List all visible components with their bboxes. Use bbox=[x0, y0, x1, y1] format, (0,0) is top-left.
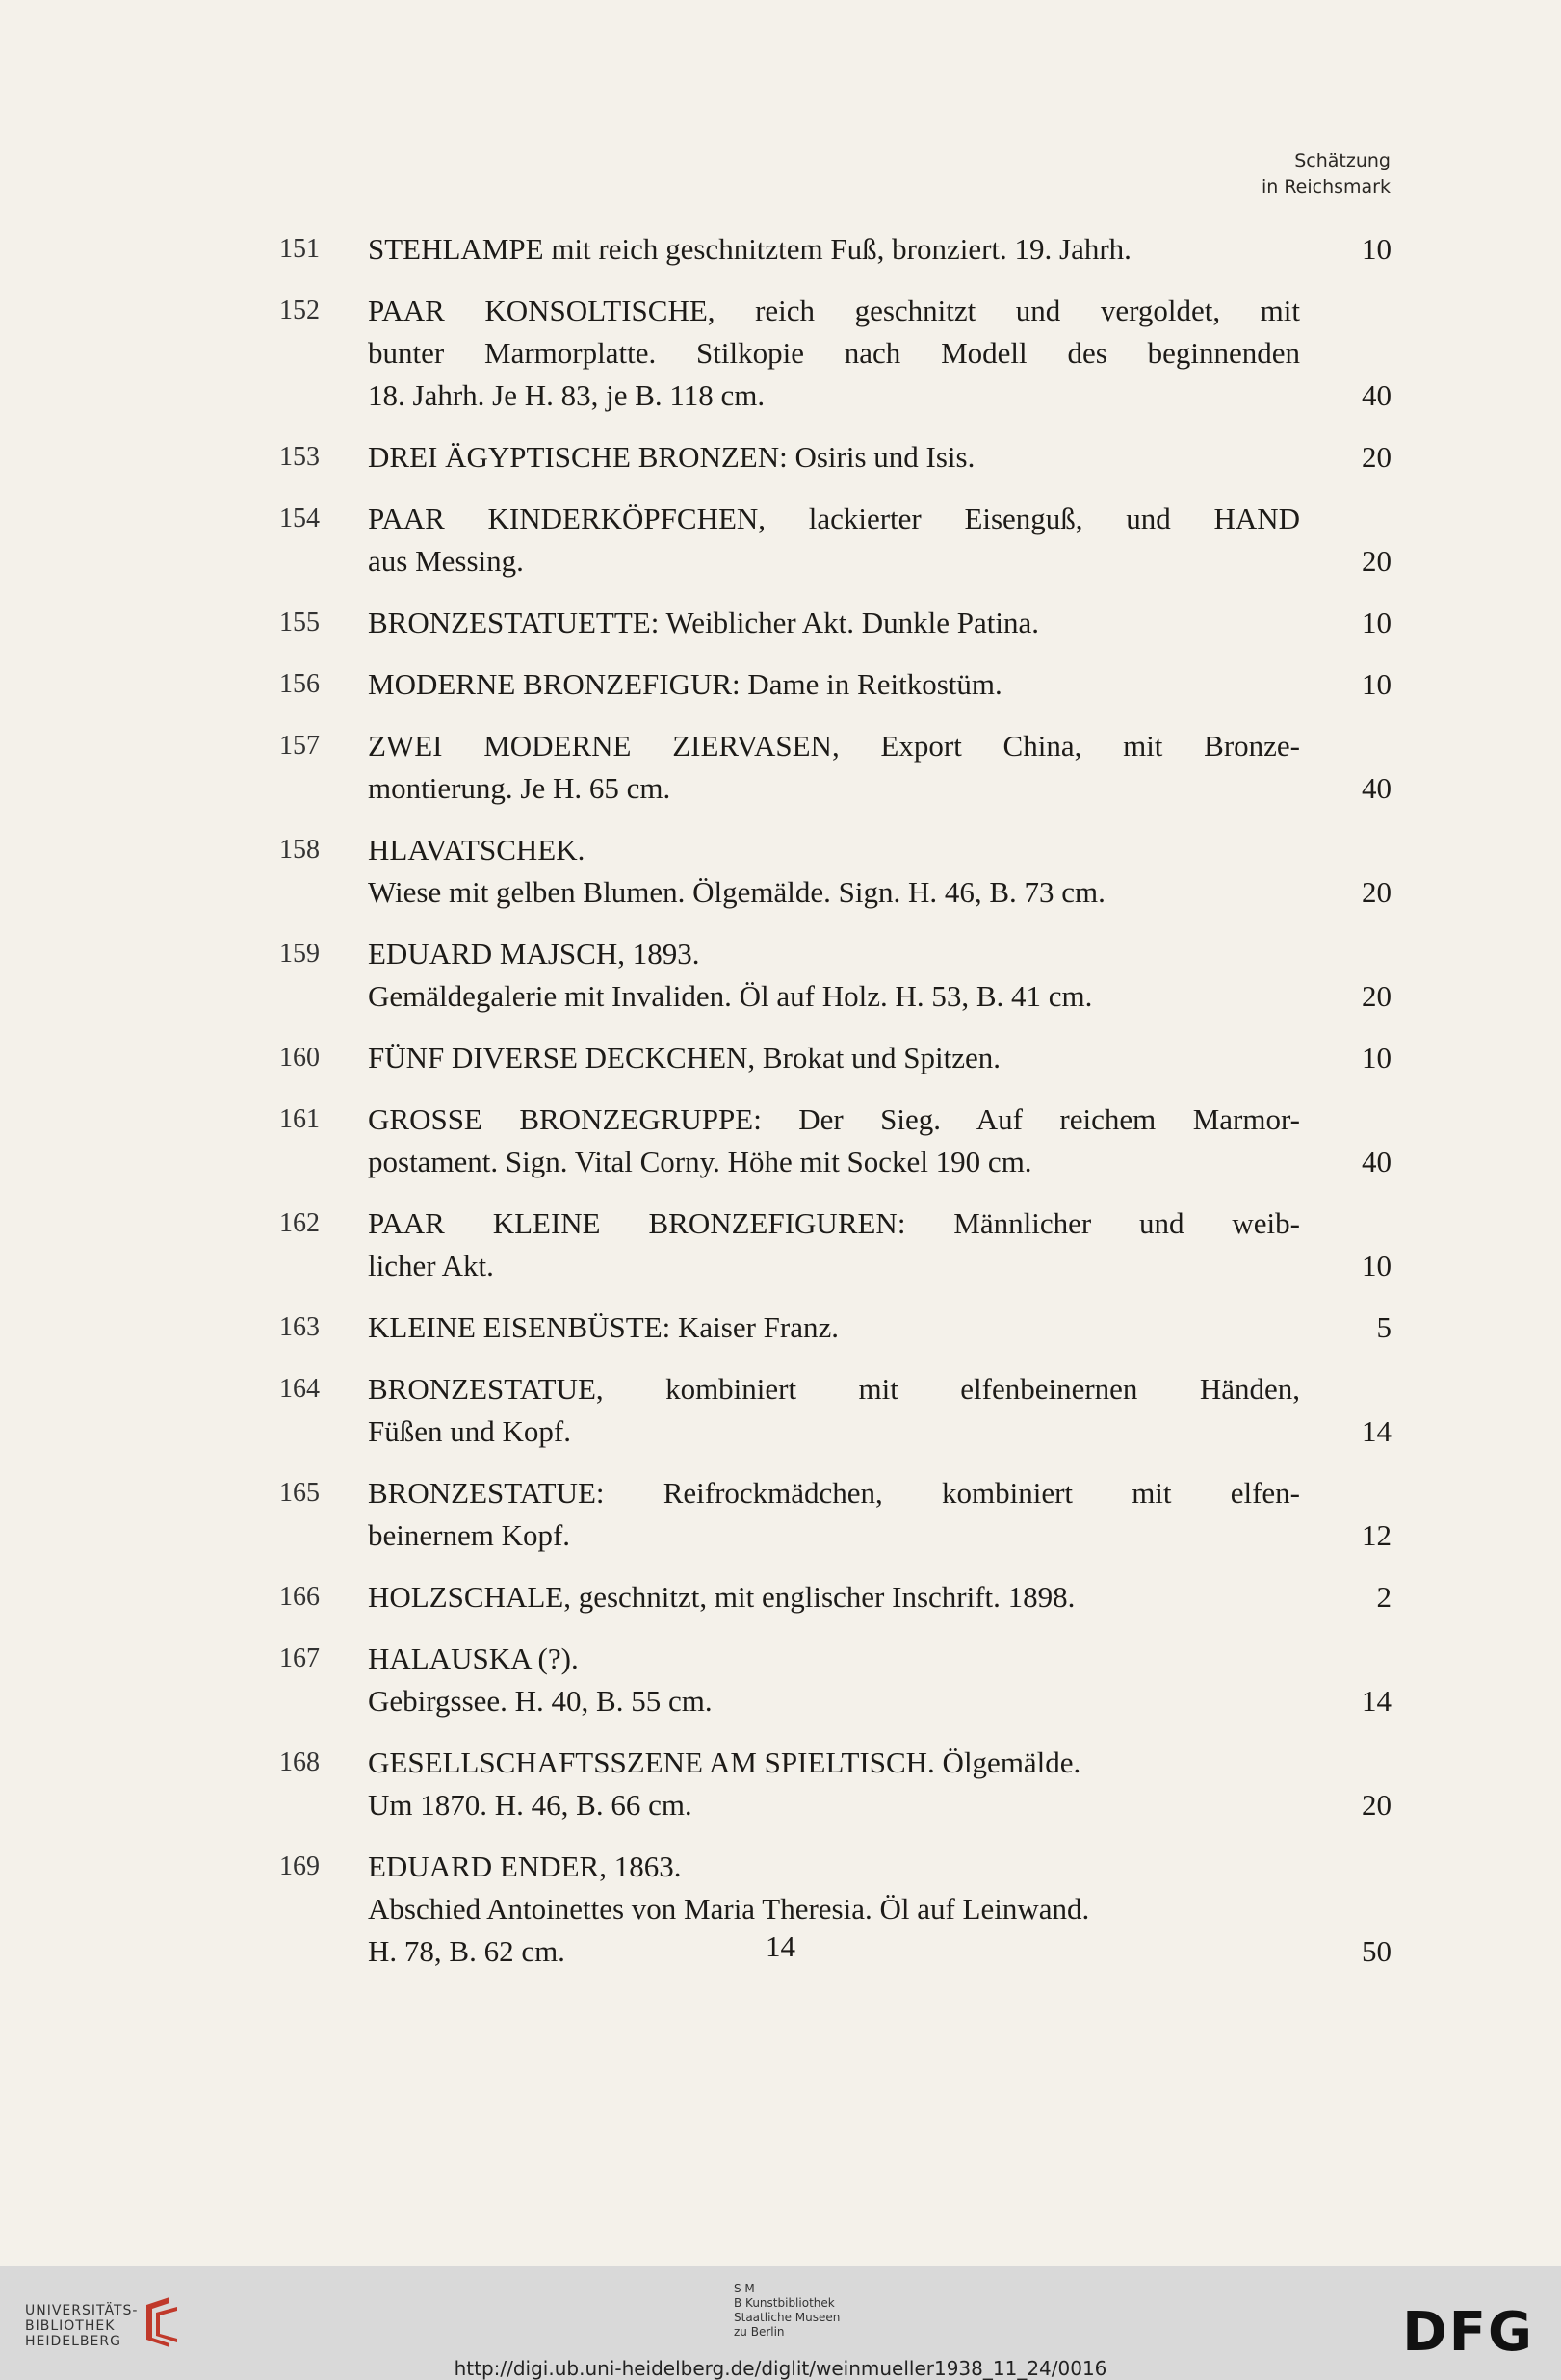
entry-description bbox=[368, 1742, 1300, 1826]
entry-line: bunter Marmorplatte. Stilkopie nach Modell des beginnenden bbox=[368, 336, 1300, 370]
entry-price: 40 bbox=[1362, 378, 1392, 412]
university-logo-icon bbox=[141, 2295, 183, 2349]
catalog-entry bbox=[279, 933, 1392, 1018]
entry-description bbox=[368, 829, 1300, 914]
entry-price: 2 bbox=[1376, 1580, 1392, 1614]
entry-line: HOLZSCHALE, geschnitzt, mit englischer Inschrift. 1898. bbox=[368, 1580, 1076, 1614]
entry-description bbox=[368, 1576, 1300, 1618]
entry-number: 167 bbox=[279, 1643, 320, 1673]
entry-number: 154 bbox=[279, 504, 320, 533]
entry-price: 20 bbox=[1362, 1788, 1392, 1822]
entry-line: EDUARD ENDER, 1863. bbox=[368, 1850, 682, 1883]
entry-number: 165 bbox=[279, 1478, 320, 1508]
entry-number: 157 bbox=[279, 731, 320, 761]
entry-number: 166 bbox=[279, 1582, 320, 1612]
catalog-entry bbox=[279, 1037, 1392, 1079]
entry-description bbox=[368, 1368, 1300, 1453]
footer-bar bbox=[0, 2266, 1561, 2380]
price-column-header bbox=[1262, 148, 1391, 200]
university-label bbox=[25, 2303, 138, 2349]
entry-line: STEHLAMPE mit reich geschnitztem Fuß, bronziert. 19. Jahrh. bbox=[368, 232, 1132, 266]
entry-line: BRONZESTATUE, kombiniert mit elfenbeinernen Händen, bbox=[368, 1372, 1300, 1406]
entry-price: 10 bbox=[1362, 232, 1392, 266]
entry-number: 159 bbox=[279, 939, 320, 969]
entry-number: 158 bbox=[279, 835, 320, 865]
catalog-entry bbox=[279, 1099, 1392, 1183]
entry-price: 40 bbox=[1362, 771, 1392, 805]
entry-number: 152 bbox=[279, 296, 320, 325]
entry-price: 50 bbox=[1362, 1934, 1392, 1968]
entry-line: postament. Sign. Vital Corny. Höhe mit Sockel 190 cm. bbox=[368, 1145, 1032, 1178]
entry-price: 10 bbox=[1362, 1041, 1392, 1074]
catalog-entry bbox=[279, 602, 1392, 644]
entry-number: 155 bbox=[279, 608, 320, 637]
entry-price: 14 bbox=[1362, 1684, 1392, 1718]
entry-description bbox=[368, 498, 1300, 582]
entry-line: licher Akt. bbox=[368, 1249, 494, 1282]
entry-price: 10 bbox=[1362, 1249, 1392, 1282]
entry-line: DREI ÄGYPTISCHE BRONZEN: Osiris und Isis. bbox=[368, 440, 976, 474]
catalog-entry bbox=[279, 1638, 1392, 1722]
entry-description bbox=[368, 663, 1300, 706]
museum-line-1: S M bbox=[734, 2282, 755, 2295]
catalog-entry bbox=[279, 725, 1392, 810]
catalog-entry bbox=[279, 1576, 1392, 1618]
entry-line: EDUARD MAJSCH, 1893. bbox=[368, 937, 700, 970]
entry-line: GESELLSCHAFTSSZENE AM SPIELTISCH. Ölgemälde. bbox=[368, 1746, 1081, 1779]
catalog-entry bbox=[279, 228, 1392, 271]
entry-description bbox=[368, 602, 1300, 644]
page-number: 14 bbox=[766, 1929, 795, 1963]
header-line-2: in Reichsmark bbox=[1261, 176, 1391, 197]
entry-number: 168 bbox=[279, 1747, 320, 1777]
entry-price: 14 bbox=[1362, 1414, 1392, 1448]
header-line-1: Schätzung bbox=[1294, 150, 1391, 171]
entry-line: HLAVATSCHEK. bbox=[368, 833, 585, 867]
entry-description bbox=[368, 1037, 1300, 1079]
entry-number: 163 bbox=[279, 1312, 320, 1342]
catalog-entry bbox=[279, 290, 1392, 417]
source-url-link[interactable]: http://digi.ub.uni-heidelberg.de/diglit/weinmueller1938_11_24/0016 bbox=[454, 2357, 1107, 2380]
entry-line: BRONZESTATUE: Reifrockmädchen, kombiniert mit elfen- bbox=[368, 1476, 1300, 1510]
catalog-entry bbox=[279, 1306, 1392, 1349]
entry-line: montierung. Je H. 65 cm. bbox=[368, 771, 671, 805]
entry-description bbox=[368, 1203, 1300, 1287]
entry-number: 160 bbox=[279, 1043, 320, 1073]
entry-line: PAAR KONSOLTISCHE, reich geschnitzt und vergoldet, mit bbox=[368, 294, 1300, 327]
museum-line-3: Staatliche Museen bbox=[734, 2311, 841, 2324]
entry-description bbox=[368, 290, 1300, 417]
entry-line: FÜNF DIVERSE DECKCHEN, Brokat und Spitzen. bbox=[368, 1041, 1002, 1074]
university-line-3: HEIDELBERG bbox=[25, 2334, 121, 2349]
entry-line: beinernem Kopf. bbox=[368, 1518, 571, 1552]
entry-number: 169 bbox=[279, 1851, 320, 1881]
entry-description bbox=[368, 228, 1300, 271]
entry-line: Um 1870. H. 46, B. 66 cm. bbox=[368, 1788, 692, 1822]
catalog-entry bbox=[279, 1368, 1392, 1453]
entry-line: PAAR KINDERKÖPFCHEN, lackierter Eisenguß, und HAND bbox=[368, 502, 1300, 535]
university-line-1: UNIVERSITÄTS- bbox=[25, 2303, 139, 2318]
catalog-entry bbox=[279, 829, 1392, 914]
entry-line: 18. Jahrh. Je H. 83, je B. 118 cm. bbox=[368, 378, 766, 412]
entry-line: Füßen und Kopf. bbox=[368, 1414, 571, 1448]
entry-description bbox=[368, 1638, 1300, 1722]
dfg-logo: DFG bbox=[1402, 2301, 1534, 2364]
entry-price: 5 bbox=[1376, 1310, 1392, 1344]
catalog-entry bbox=[279, 1203, 1392, 1287]
entry-price: 20 bbox=[1362, 544, 1392, 578]
entry-line: Wiese mit gelben Blumen. Ölgemälde. Sign. H. 46, B. 73 cm. bbox=[368, 875, 1106, 909]
entry-line: KLEINE EISENBÜSTE: Kaiser Franz. bbox=[368, 1310, 840, 1344]
entry-number: 164 bbox=[279, 1374, 320, 1404]
entry-description bbox=[368, 436, 1300, 479]
entry-line: HALAUSKA (?). bbox=[368, 1642, 579, 1675]
museum-label bbox=[734, 2282, 840, 2340]
entry-price: 20 bbox=[1362, 979, 1392, 1013]
catalog-entry bbox=[279, 498, 1392, 582]
entry-line: Abschied Antoinettes von Maria Theresia. Öl auf Leinwand. bbox=[368, 1892, 1090, 1926]
entry-line: PAAR KLEINE BRONZEFIGUREN: Männlicher und weib- bbox=[368, 1206, 1300, 1240]
entry-line: BRONZESTATUETTE: Weiblicher Akt. Dunkle Patina. bbox=[368, 606, 1040, 639]
entry-line: MODERNE BRONZEFIGUR: Dame in Reitkostüm. bbox=[368, 667, 1002, 701]
catalog-entry bbox=[279, 436, 1392, 479]
entry-description bbox=[368, 1099, 1300, 1183]
entry-description bbox=[368, 1472, 1300, 1557]
entry-line: ZWEI MODERNE ZIERVASEN, Export China, mit Bronze- bbox=[368, 729, 1300, 763]
catalog-entry bbox=[279, 1472, 1392, 1557]
entry-price: 40 bbox=[1362, 1145, 1392, 1178]
entry-line: Gebirgssee. H. 40, B. 55 cm. bbox=[368, 1684, 713, 1718]
entry-line: GROSSE BRONZEGRUPPE: Der Sieg. Auf reichem Marmor- bbox=[368, 1102, 1300, 1136]
university-line-2: BIBLIOTHEK bbox=[25, 2318, 116, 2334]
entry-description bbox=[368, 725, 1300, 810]
entry-line: Gemäldegalerie mit Invaliden. Öl auf Holz. H. 53, B. 41 cm. bbox=[368, 979, 1093, 1013]
entry-number: 156 bbox=[279, 669, 320, 699]
entry-price: 20 bbox=[1362, 875, 1392, 909]
entry-number: 161 bbox=[279, 1104, 320, 1134]
entry-price: 20 bbox=[1362, 440, 1392, 474]
entry-description bbox=[368, 933, 1300, 1018]
museum-line-2: B Kunstbibliothek bbox=[734, 2296, 835, 2310]
entry-list bbox=[279, 228, 1392, 1992]
entry-number: 151 bbox=[279, 234, 320, 264]
entry-price: 10 bbox=[1362, 667, 1392, 701]
entry-price: 12 bbox=[1362, 1518, 1392, 1552]
catalog-entry bbox=[279, 1742, 1392, 1826]
catalog-entry bbox=[279, 663, 1392, 706]
entry-line: aus Messing. bbox=[368, 544, 524, 578]
entry-number: 153 bbox=[279, 442, 320, 472]
entry-line: H. 78, B. 62 cm. bbox=[368, 1934, 565, 1968]
entry-description bbox=[368, 1306, 1300, 1349]
entry-price: 10 bbox=[1362, 606, 1392, 639]
entry-number: 162 bbox=[279, 1208, 320, 1238]
museum-line-4: zu Berlin bbox=[734, 2325, 785, 2339]
